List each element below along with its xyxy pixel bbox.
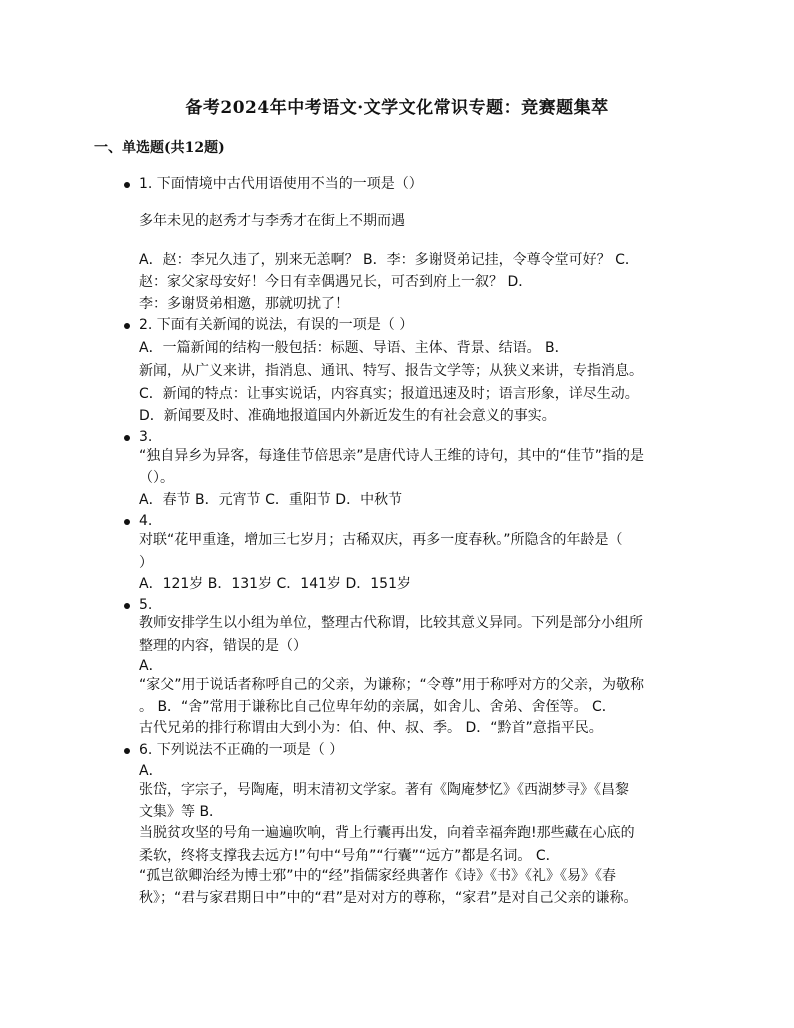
question-1-stem: 1. 下面情境中古代用语使用不当的一项是（） [139,176,423,192]
question-3-options: A．春节 B．元宵节 C．重阳节 D．中秋节 [139,492,403,508]
question-6-line: 秋》；“君与家君期日中”中的“君”是对对方的尊称，“家君”是对自己父亲的谦称。 [139,890,638,906]
question-3-number: 3. [139,429,153,445]
bullet-icon [124,519,130,525]
question-4-options: A．121岁 B．131岁 C．141岁 D．151岁 [139,576,411,592]
question-4-line: ） [139,555,153,571]
bullet-icon [124,748,130,754]
question-2-line: C．新闻的特点：让事实说话，内容真实；报道迅速及时；语言形象，详尽生动。 [139,386,639,402]
question-4-number: 4. [139,513,153,529]
question-6-line: “孤岂欲卿治经为博士邪”中的“经”指儒家经典著作《诗》《书》《礼》《易》《春 [139,868,617,884]
question-3-stem: “独自异乡为异客，每逢佳节倍思亲”是唐代诗人王维的诗句，其中的“佳节”指的是 [139,448,645,464]
question-5-line: 整理的内容，错误的是（） [139,638,307,654]
bullet-icon [124,603,130,609]
question-3-line: （）。 [139,470,174,486]
bullet-icon [124,435,130,441]
question-2-line: 新闻，从广义来讲，指消息、通讯、特写、报告文学等；从狭义来讲，专指消息。 [139,363,643,379]
question-1-line: A．赵：李兄久违了，别来无恙啊？ B．李：多谢贤弟记挂，令尊令堂可好？ C． [139,252,639,268]
question-5-line: “家父”用于说话者称呼自己的父亲，为谦称；“令尊”用于称呼对方的父亲，为敬称 [139,677,645,693]
bullet-icon [124,323,130,329]
question-5-line: 古代兄弟的排行称谓由大到小为：伯、仲、叔、季。 D．“黔首”意指平民。 [139,720,603,736]
question-6-stem: 6. 下列说法不正确的一项是（ ） [139,742,344,758]
question-5-stem: 教师安排学生以小组为单位，整理古代称谓，比较其意义异同。下列是部分小组所 [139,615,643,631]
question-1-line: 李：多谢贤弟相邀，那就叨扰了！ [139,296,349,312]
question-6-line: 当脱贫攻坚的号角一遍遍吹响，背上行囊再出发，向着幸福奔跑!那些藏在心底的 [139,825,635,841]
question-5-line: 。 B．“舍”常用于谦称比自己位卑年幼的亲属，如舍儿、舍弟、舍侄等。 C． [139,699,616,715]
question-5-number: 5. [139,597,153,613]
question-6-line: 张岱，字宗子，号陶庵，明末清初文学家。著有《陶庵梦忆》《西湖梦寻》《昌黎 [139,782,629,798]
question-6-line: A． [139,763,163,779]
question-1-line: 赵：家父家母安好！今日有幸偶遇兄长，可否到府上一叙？ D． [139,274,533,290]
question-2-line: D．新闻要及时、准确地报道国内外新近发生的有社会意义的事实。 [139,408,556,424]
question-4-stem: 对联“花甲重逢，增加三七岁月；古稀双庆，再多一度春秋。”所隐含的年龄是（ [139,532,623,548]
section-heading: 一、单选题(共12题) [94,140,225,156]
question-5-line: A． [139,658,163,674]
bullet-icon [124,182,130,188]
question-6-line: 文集》等 B． [139,804,224,820]
document-title: 备考2024年中考语文·文学文化常识专题：竞赛题集萃 [185,98,609,118]
question-2-line: A．一篇新闻的结构一般包括：标题、导语、主体、背景、结语。 B． [139,340,569,356]
question-1-context: 多年未见的赵秀才与李秀才在街上不期而遇 [139,213,405,229]
question-2-stem: 2. 下面有关新闻的说法，有误的一项是（ ） [139,317,414,333]
question-6-line: 柔软，终将支撑我去远方!”句中“号角”“行囊”“远方”都是名词。 C． [139,848,560,864]
